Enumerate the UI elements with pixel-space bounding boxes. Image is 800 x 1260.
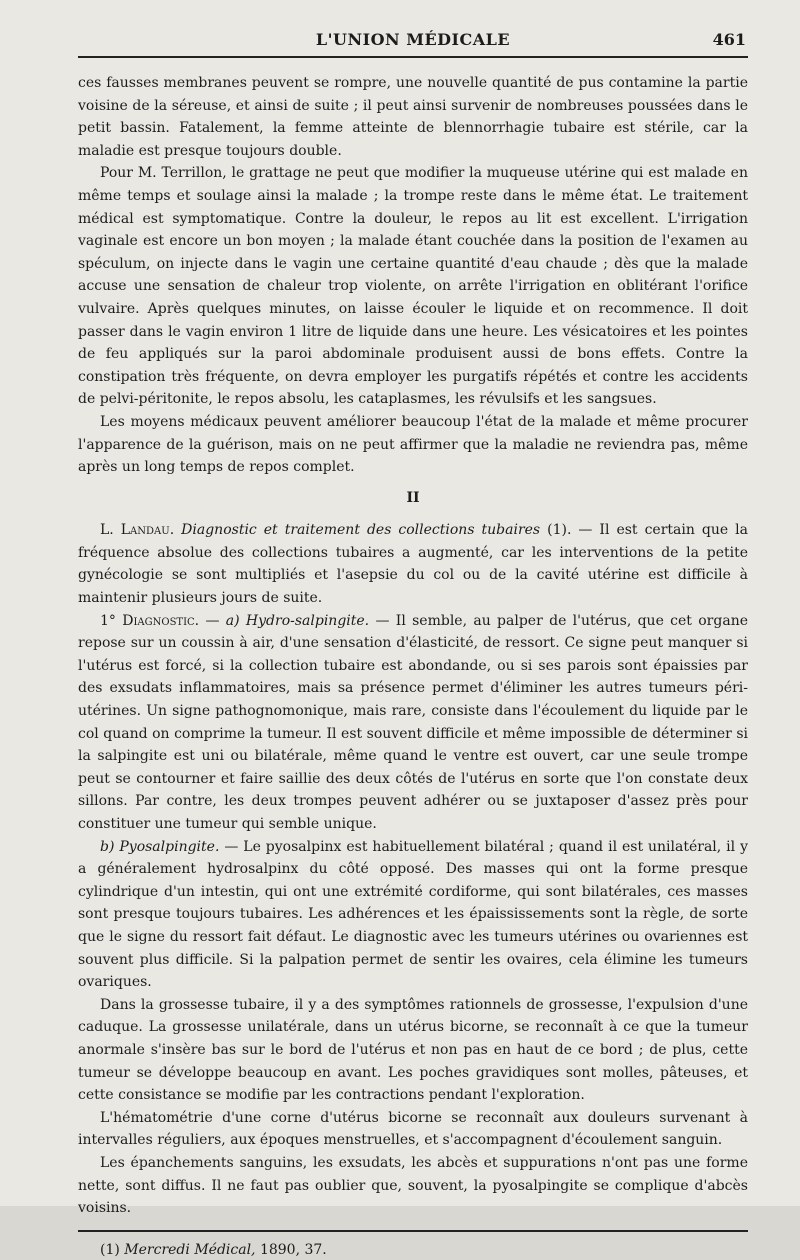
pyosalpingite-heading: b) Pyosalpingite. bbox=[100, 838, 220, 855]
footnote-citation: 1890, 37. bbox=[255, 1241, 327, 1258]
footnote-source: Mercredi Médical, bbox=[124, 1241, 256, 1258]
journal-title: L'UNION MÉDICALE bbox=[315, 30, 511, 49]
footnote-divider bbox=[78, 1230, 748, 1232]
pyosalpingite-text: — Le pyosalpinx est habituellement bilatéral ; quand il est unilatéral, il y a généralement hydrosalpinx du côté opposé. Des masses qui ont la forme presque cylindrique d'un intestin, qui ont une extrémité cordiforme, qui sont bilatérales, ces masses sont presque toujours tubaires. Les adhérences et les épaississements sont la règle, de sorte que le signe du ressort fait défaut. Le diagnostic avec les tumeurs utérines ou ovariennes est souvent plus difficile. Si la palpation permet de sentir les ovaires, cela élimine les tumeurs ovariques. bbox=[78, 838, 748, 991]
article-title: Diagnostic et traitement des collections tubaires bbox=[181, 522, 541, 539]
paragraph-diagnostic-hydro: 1° Diagnostic. — a) Hydro-salpingite. — Il semble, au palper de l'utérus, que cet organe repose sur un coussin à air, d'une sensation d'élasticité, de ressort. Ce signe peut manquer si l'utérus est forcé, si la collection tubaire est abondande, ou si ses parois sont épaissies par des exsudats inflammatoires, mais sa présence permet d'éliminer les autres tumeurs péri-utérines. Un signe pathognomonique, mais rare, consiste dans l'écoulement du liquide par le col quand on comprime la tumeur. Il est souvent difficile et même impossible de déterminer si la salpingite est uni ou bilatérale, même quand le ventre est ouvert, car une seule trompe peut se contourner et faire saillie des deux côtés de l'utérus en sorte que l'on constate deux sillons. Par contre, les deux trompes peuvent adhérer ou se juxtaposer d'assez près pour constituer une tumeur qui semble unique. bbox=[78, 612, 748, 832]
hydro-salpingite-text: — Il semble, au palper de l'utérus, que cet organe repose sur un coussin à air, d'une sensation d'élasticité, de ressort. Ce signe peut manquer si l'utérus est forcé, si la collection tubaire est abondande, ou si ses parois sont épaissies par des exsudats inflammatoires, mais sa présence permet d'éliminer les autres tumeurs péri-utérines. Un signe pathognomonique, mais rare, consiste dans l'écoulement du liquide par le col quand on comprime la tumeur. Il est souvent difficile et même impossible de déterminer si la salpingite est uni ou bilatérale, même quand le ventre est ouvert, car une seule trompe peut se contourner et faire saillie des deux côtés de l'utérus en sorte que l'on constate deux sillons. Par contre, les deux trompes peuvent adhérer ou se juxtaposer d'assez près pour constituer une tumeur qui semble unique. bbox=[78, 612, 748, 832]
running-header bbox=[78, 30, 748, 58]
page-number: 461 bbox=[712, 30, 746, 49]
author-name: L. Landau. bbox=[100, 522, 175, 539]
footnote-marker: (1) bbox=[100, 1241, 120, 1258]
paragraph-landau bbox=[78, 519, 748, 609]
paragraph-epanchements: Les épanchements sanguins, les exsudats, les abcès et suppurations n'ont pas une forme nette, sont diffus. Il ne faut pas oublier que, souvent, la pyosalpingite se complique d'abcès voisins. bbox=[78, 1154, 748, 1217]
paragraph-grossesse-tubaire: Dans la grossesse tubaire, il y a des symptômes rationnels de grossesse, l'expulsion d'une caduque. La grossesse unilatérale, dans un utérus bicorne, se reconnaît à ce que la tumeur anormale s'insère bas sur le bord de l'utérus et non pas en haut de ce bord ; de plus, cette tumeur se développe beaucoup en avant. Les poches gravidiques sont molles, pâteuses, et cette consistance se modifie par les contractions pendant l'exploration. bbox=[78, 996, 748, 1104]
paragraph-continuation: ces fausses membranes peuvent se rompre, une nouvelle quantité de pus contamine la partie voisine de la séreuse, et ainsi de suite ; il peut ainsi survenir de nombreuses poussées dans le petit bassin. Fatalement, la femme atteinte de blennorrhagie tubaire est stérile, car la maladie est presque toujours double. bbox=[78, 75, 748, 159]
hydro-salpingite-heading: a) Hydro-salpingite. bbox=[225, 612, 370, 629]
paragraph-pyosalpingite bbox=[78, 836, 748, 994]
footnote bbox=[78, 1240, 748, 1260]
paragraph-hematometrie: L'hématométrie d'une corne d'utérus bicorne se reconnaît aux douleurs survenant à intervalles réguliers, aux époques menstruelles, et s'accompagnent d'écoulement sanguin. bbox=[78, 1109, 748, 1149]
diagnostic-label: 1° Diagnostic. bbox=[100, 612, 200, 629]
paragraph-landau-text: (1). — Il est certain que la fréquence absolue des collections tubaires a augmenté, car les interventions de la petite gynécologie se sont multipliés et l'asepsie du col ou de la cavité utérine est difficile à maintenir plusieurs jours de suite. bbox=[78, 522, 748, 607]
paragraph-terrillon-treatment: Pour M. Terrillon, le grattage ne peut que modifier la muqueuse utérine qui est malade en même temps et soulage ainsi la malade ; la trompe reste dans le même état. Le traitement médical est symptomatique. Contre la douleur, le repos au lit est excellent. L'irrigation vaginale est encore un bon moyen ; la malade étant couchée dans la position de l'examen au spéculum, on injecte dans le vagin une certaine quantité d'eau chaude ; dès que la malade accuse une sensation de chaleur trop violente, on arrête l'irrigation en oblitérant l'orifice vulvaire. Après quelques minutes, on laisse écouler le liquide et on recommence. Il doit passer dans le vagin environ 1 litre de liquide dans une heure. Les vésicatoires et les pointes de feu appliqués sur la paroi abdominale produisent aussi de bons effets. Contre la constipation très fréquente, on devra employer les purgatifs répétés et contre les accidents de pelvi-péritonite, le repos absolu, les cataplasmes, les révulsifs et les sangsues. bbox=[78, 165, 748, 408]
section-heading: II bbox=[406, 489, 420, 506]
paragraph-medical-means: Les moyens médicaux peuvent améliorer beaucoup l'état de la malade et même procurer l'apparence de la guérison, mais on ne peut affirmer que la maladie ne reviendra pas, même après un long temps de repos complet. bbox=[78, 413, 748, 476]
article-body bbox=[78, 72, 748, 1220]
